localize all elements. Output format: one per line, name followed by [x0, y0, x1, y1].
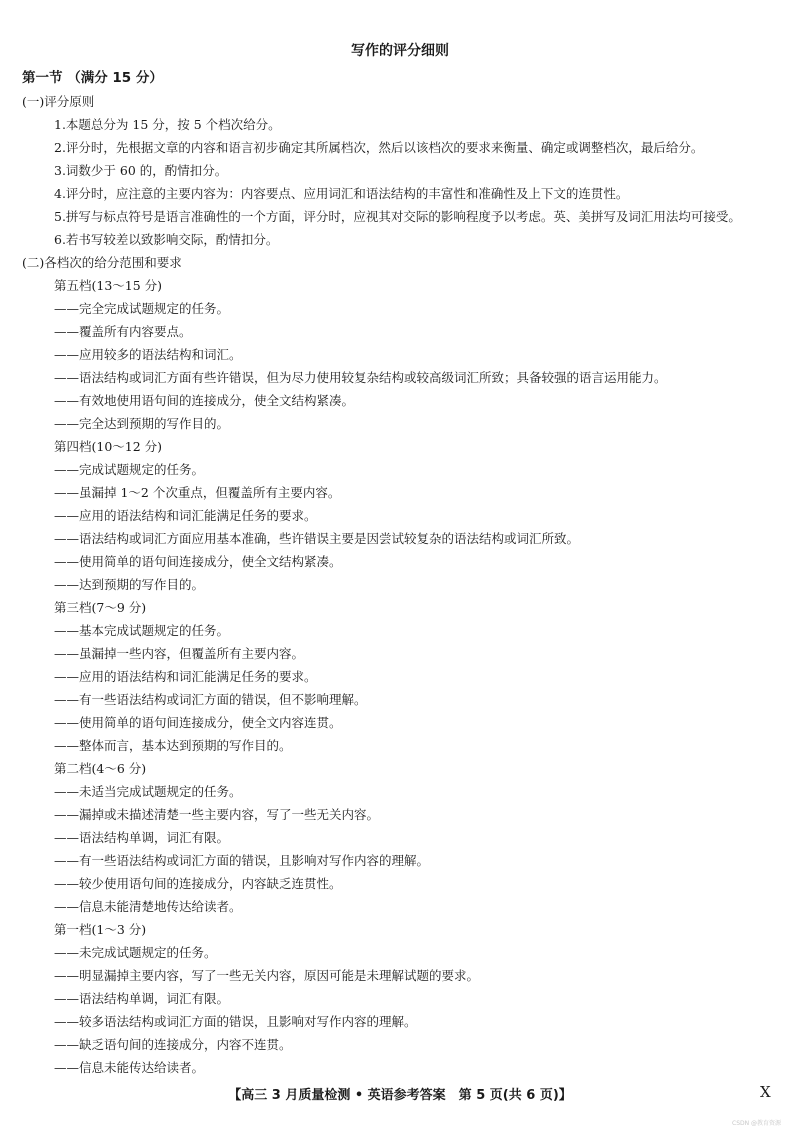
- level-item: ——明显漏掉主要内容，写了一些无关内容，原因可能是未理解试题的要求。: [54, 968, 480, 983]
- level-item: ——有一些语法结构或词汇方面的错误，且影响对写作内容的理解。: [54, 853, 430, 868]
- level-item: ——漏掉或未描述清楚一些主要内容，写了一些无关内容。: [54, 807, 380, 822]
- level-item: ——使用简单的语句间连接成分，使全文内容连贯。: [54, 715, 342, 730]
- level-item: ——未完成试题规定的任务。: [54, 945, 217, 960]
- level-item: ——完全达到预期的写作目的。: [54, 416, 230, 431]
- level-item: ——较少使用语句间的连接成分，内容缺乏连贯性。: [54, 876, 342, 891]
- level-item: ——信息未能清楚地传达给读者。: [54, 899, 242, 914]
- watermark-text: CSDN @教育资源: [732, 1120, 782, 1127]
- level-item: ——未适当完成试题规定的任务。: [54, 784, 242, 799]
- level-name: 第四档(10～12 分): [54, 439, 163, 454]
- level-item: ——虽漏掉一些内容，但覆盖所有主要内容。: [54, 646, 305, 661]
- level-item: ——缺乏语句间的连接成分，内容不连贯。: [54, 1037, 292, 1052]
- level-item: ——应用的语法结构和词汇能满足任务的要求。: [54, 508, 317, 523]
- level-item: ——信息未能传达给读者。: [54, 1060, 205, 1075]
- principle-item: 5.拼写与标点符号是语言准确性的一个方面，评分时，应视其对交际的影响程度予以考虑。英、美拼写及词汇用法均可接受。: [54, 209, 741, 224]
- principle-item: 2.评分时，先根据文章的内容和语言初步确定其所属档次，然后以该档次的要求来衡量、确定或调整档次，最后给分。: [54, 140, 704, 155]
- level-item: ——完成试题规定的任务。: [54, 462, 205, 477]
- level-item: ——虽漏掉 1～2 个次重点，但覆盖所有主要内容。: [54, 485, 341, 500]
- level-name: 第五档(13～15 分): [54, 278, 163, 293]
- level-item: ——达到预期的写作目的。: [54, 577, 205, 592]
- level-item: ——覆盖所有内容要点。: [54, 324, 192, 339]
- principle-item: 4.评分时，应注意的主要内容为：内容要点、应用词汇和语法结构的丰富性和准确性及上下文的连贯性。: [54, 186, 629, 201]
- document-title: 写作的评分细则: [351, 43, 449, 59]
- level-item: ——基本完成试题规定的任务。: [54, 623, 230, 638]
- principles-heading: (一)评分原则: [22, 94, 95, 109]
- level-item: ——使用简单的语句间连接成分，使全文结构紧凑。: [54, 554, 342, 569]
- page-footer: 【高三 3 月质量检测 • 英语参考答案 第 5 页(共 6 页)】: [228, 1088, 572, 1103]
- level-item: ——语法结构单调，词汇有限。: [54, 830, 230, 845]
- level-name: 第一档(1～3 分): [54, 922, 147, 937]
- level-item: ——语法结构或词汇方面应用基本准确，些许错误主要是因尝试较复杂的语法结构或词汇所致。: [54, 531, 580, 546]
- level-item: ——应用的语法结构和词汇能满足任务的要求。: [54, 669, 317, 684]
- level-item: ——完全完成试题规定的任务。: [54, 301, 230, 316]
- level-name: 第三档(7～9 分): [54, 600, 147, 615]
- level-item: ——语法结构单调，词汇有限。: [54, 991, 230, 1006]
- footer-mark: X: [760, 1083, 771, 1101]
- principle-item: 3.词数少于 60 的，酌情扣分。: [54, 163, 228, 178]
- levels-heading: (二)各档次的给分范围和要求: [22, 255, 182, 270]
- level-item: ——有一些语法结构或词汇方面的错误，但不影响理解。: [54, 692, 367, 707]
- level-item: ——语法结构或词汇方面有些许错误，但为尽力使用较复杂结构或较高级词汇所致；具备较强的语言运用能力。: [54, 370, 667, 385]
- level-item: ——较多语法结构或词汇方面的错误，且影响对写作内容的理解。: [54, 1014, 417, 1029]
- level-item: ——整体而言，基本达到预期的写作目的。: [54, 738, 292, 753]
- principle-item: 6.若书写较差以致影响交际，酌情扣分。: [54, 232, 279, 247]
- level-item: ——有效地使用语句间的连接成分，使全文结构紧凑。: [54, 393, 355, 408]
- level-name: 第二档(4～6 分): [54, 761, 147, 776]
- section-heading: 第一节 （满分 15 分）: [22, 70, 163, 86]
- level-item: ——应用较多的语法结构和词汇。: [54, 347, 242, 362]
- principle-item: 1.本题总分为 15 分，按 5 个档次给分。: [54, 117, 281, 132]
